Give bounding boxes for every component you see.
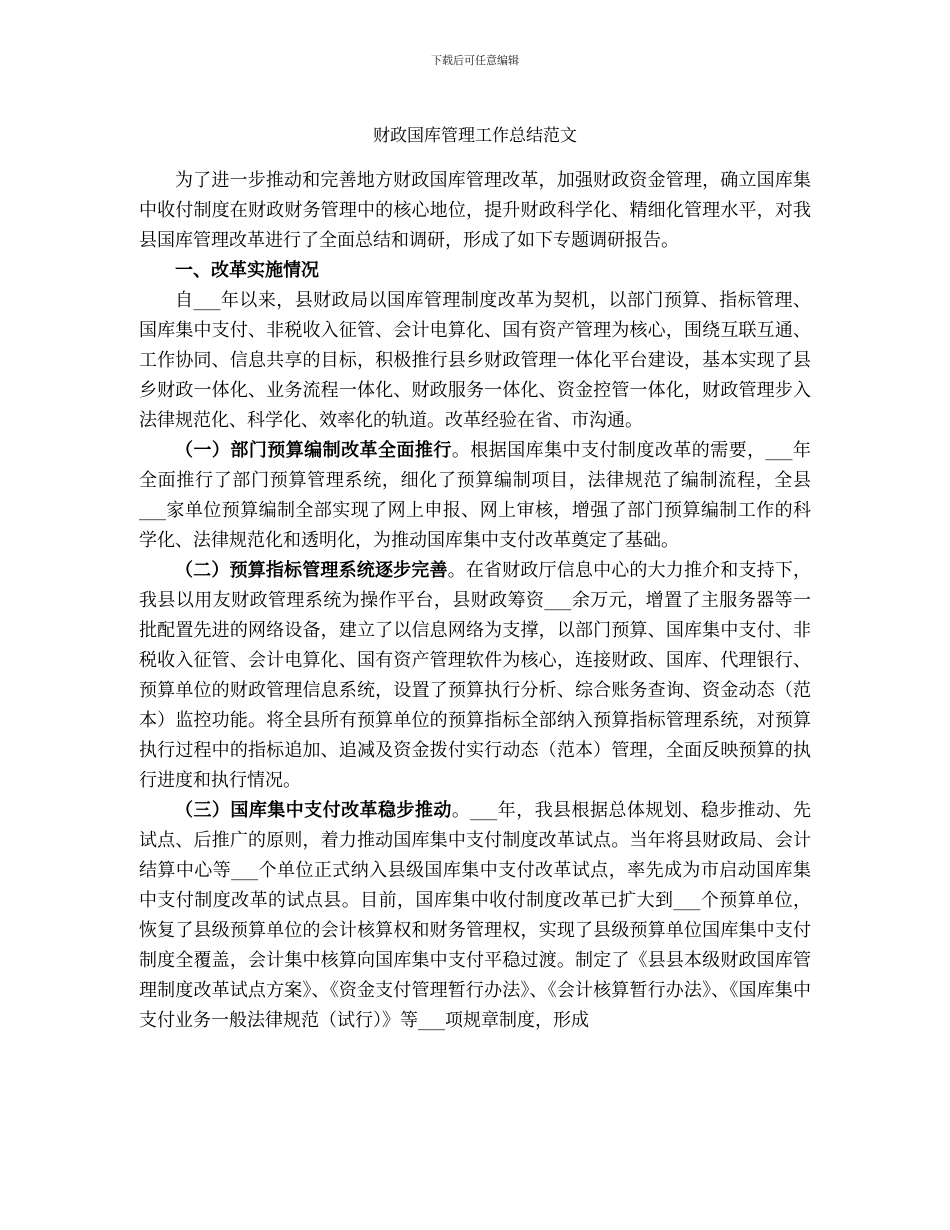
item-3-text: 。___年，我县根据总体规划、稳步推动、先试点、后推广的原则，着力推动国库集中支付制度改革试点。当年将县财政局、会计结算中心等___个单位正式纳入县级国库集中支付改革试点，率先成为市启动国库集中支付制度改革的试点县。目前，国库集中收付制度改革已扩大到___个预算单位，恢复了县级预算单位的会计核算权和财务管理权，实现了县级预算单位国库集中支付制度全覆盖，会计集中核算向国库集中支付平稳过渡。制定了《县县本级财政国库管理制度改革试点方案》、《资金支付管理暂行办法》、《会计核算暂行办法》、《国库集中支付业务一般法律规范（试行）》等___项规章制度，形成 — [139, 800, 812, 1031]
intro-paragraph: 为了进一步推动和完善地方财政国库管理改革，加强财政资金管理，确立国库集中收付制度在财政财务管理中的核心地位，提升财政科学化、精细化管理水平，对我县国库管理改革进行了全面总结和调研，形成了如下专题调研报告。 — [139, 170, 811, 251]
item-3-paragraph — [139, 796, 811, 1036]
item-2-text: 。在省财政厅信息中心的大力推介和支持下，我县以用友财政管理系统为操作平台，县财政筹资___余万元，增置了主服务器等一批配置先进的网络设备，建立了以信息网络为支撑，以部门预算、国库集中支付、非税收入征管、会计电算化、国有资产管理软件为核心，连接财政、国库、代理银行、预算单位的财政管理信息系统，设置了预算执行分析、综合账务查询、资金动态（范本）监控功能。将全县所有预算单位的预算指标全部纳入预算指标管理系统，对预算执行过程中的指标追加、追减及资金拨付实行动态（范本）管理，全面反映预算的执行进度和执行情况。 — [139, 560, 812, 791]
item-3-heading: （三）国库集中支付改革稳步推动 — [175, 800, 452, 821]
header-note: 下载后可任意编辑 — [431, 54, 519, 67]
section-1-paragraph: 自___年以来，县财政局以国库管理制度改革为契机，以部门预算、指标管理、国库集中支付、非税收入征管、会计电算化、国有资产管理为核心，围绕互联互通、工作协同、信息共享的目标，积极推行县乡财政管理一体化平台建设，基本实现了县乡财政一体化、业务流程一体化、财政服务一体化、资金控管一体化，财政管理步入法律规范化、科学化、效率化的轨道。改革经验在省、市沟通。 — [139, 290, 811, 431]
section-heading-1: 一、改革实施情况 — [175, 260, 319, 281]
item-2-heading: （二）预算指标管理系统逐步完善 — [175, 560, 448, 581]
item-2-paragraph — [139, 556, 811, 796]
item-1-text: 。根据国库集中支付制度改革的需要，___年全面推行了部门预算管理系统，细化了预算编制项目，法律规范了编制流程，全县___家单位预算编制全部实现了网上申报、网上审核，增强了部门预算编制工作的科学化、法律规范化和透明化，为推动国库集中支付改革奠定了基础。 — [139, 440, 812, 551]
document-body — [139, 166, 811, 1036]
document-title: 财政国库管理工作总结范文 — [373, 126, 577, 146]
item-1-heading: （一）部门预算编制改革全面推行 — [175, 440, 452, 461]
item-1-paragraph — [139, 436, 811, 556]
